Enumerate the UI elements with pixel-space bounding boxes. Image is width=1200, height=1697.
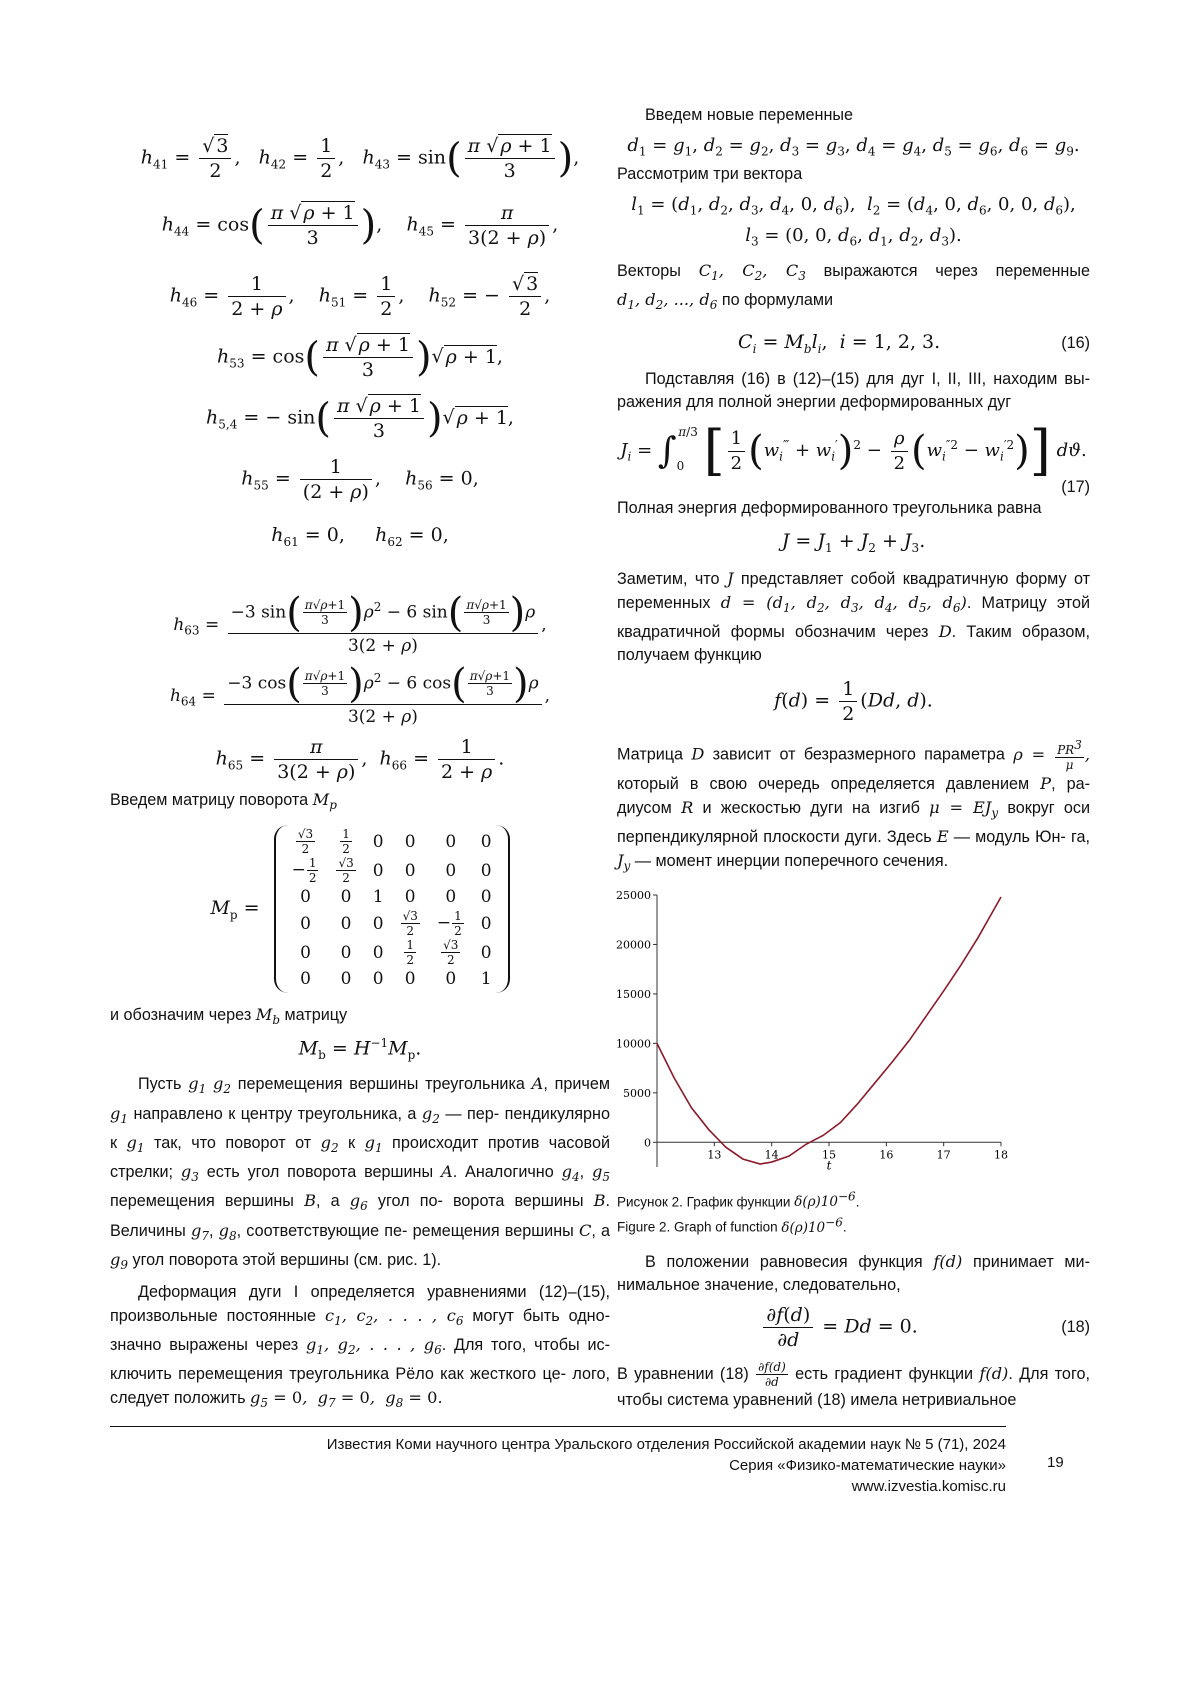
equation-h55-h56: $h_{55}$ = $\frac{1}{(2 + \rho)}$ , $h_{56} = 0$, <box>241 456 479 503</box>
matrix-cell: 0 <box>300 969 311 990</box>
journal-title: Известия Коми научного центра Уральского отделения Российской академии наук № 5 (71), 2024 <box>326 1436 1006 1453</box>
matrix-cell: 0 <box>404 831 416 852</box>
mb-intro: и обозначим через $M_b$ матрицу <box>110 1005 348 1028</box>
equation-mb: $M_b = H^{-1}M_p$. <box>298 1036 422 1063</box>
matrix-cell: 0 <box>480 942 492 963</box>
equilibrium-text: В положении равновесия функция f(d) принимает ми- нимальное значение, следовательно, <box>617 1251 1090 1294</box>
matrix-cell: 0 <box>445 831 457 852</box>
matrix-cell: 0 <box>340 887 352 908</box>
series-line <box>657 897 1001 1164</box>
equation-18-line: $\frac{\partial f(d)}{\partial d}$ = Dd = 0. (18) <box>617 1303 1090 1352</box>
x-tick-label: 17 <box>936 1147 951 1161</box>
matrix-cell: 0 <box>372 860 384 881</box>
equation-17: $J_i = \int_0^{\pi/3}$ [ $\frac{1}{2}$ $(w_i^‴ + w_i')^2$ − $\frac{\rho}{2}$ $(w_i^{''2} - w_i^{'2})$] dϑ. <box>620 419 1087 483</box>
equation-h65-h66: $h_{65}$ = $\frac{\pi}{3(2 + \rho)}$ , $h_{66}$ = $\frac{1}{2 + \rho}$ . <box>215 735 505 783</box>
matrix-cell: $\frac{1}{2}$ <box>342 827 350 857</box>
equation-h53: $h_{53} = \cos$( $\frac{\pi √ \rho + 1}{3}$ )√ ρ + 1, <box>217 334 503 381</box>
x-tick-label: 15 <box>822 1147 836 1161</box>
matrix-cell: 0 <box>372 831 384 852</box>
rotation-intro: Введем матрицу поворота $M_p$ <box>110 789 337 813</box>
full-energy-text: Полная энергия деформированного треугольника равна <box>617 499 1042 518</box>
matrix-cell: 0 <box>445 887 457 908</box>
gradient-text: В уравнении (18) $\frac{\partial f(d)}{\partial d}$ есть градиент функции f(d). Для того, чтобы система уравнений (18) имела нетривиальное <box>617 1359 1090 1409</box>
matrix-cell: 0 <box>300 942 311 963</box>
equation-number-18: (18) <box>1061 1317 1090 1336</box>
new-vars-intro: Введем новые переменные <box>645 106 854 124</box>
matrix-cell: 1 <box>372 887 384 908</box>
equation-16-line: $C_i = M_bl_i$, i = 1, 2, 3. (16) <box>738 331 1090 357</box>
equation-h41-h43: $h_{41}$ = $\frac{√ 3}{2}$ , $h_{42}$ = $\frac{1}{2}$ , $h_{43} = \sin$( $\frac{\pi √ \rho + 1}{3}$ ), <box>140 135 580 182</box>
equation-f-of-d: f(d) = $\frac{1}{2}$ (Dd, d). <box>774 678 933 726</box>
substitution-text: Подставляя (16) в (12)–(15) для дуг I, II, III, находим вы- ражения для полной энергии деформированных дуг <box>617 370 1090 412</box>
matrix-cell: 0 <box>404 969 416 990</box>
footer-divider <box>110 1426 1006 1427</box>
equation-l3: $l_3 = (0$, 0, $d_6$, $d_1$, $d_2$, $d_3$). <box>745 225 962 249</box>
matrix-cell: 0 <box>404 887 416 908</box>
matrix-d-text: Матрица D зависит от безразмерного параметра ρ = $\frac{PR^3}{\mu}$ , который в свою очередь определяется давлением P, ра- диусом R и жескостью дуги на изгиб $\mu = EJ_y$ вокруг оси перпендикулярной плоскости дуги. Здесь E — модуль Юн- га, $J_y$ — момент инерции поперечного сечения. <box>617 738 1091 874</box>
delta-rho-chart <box>609 885 1009 1185</box>
equation-h63: $h_{63}$ = −3 sin( $\frac{\pi√\rho+1}{3}$ )$\rho^2 - 6$ sin( $\frac{\pi√\rho+1}{3}$ )ρ 3(2 + ρ) , <box>173 589 547 656</box>
y-tick-label: 25000 <box>616 888 651 902</box>
quadratic-form-text: Заметим, что J представляет собой квадратичную форму от переменных $d = (d_1$, $d_2$, $d_3$, $d_4$, $d_5$, $d_6$). Матрицу этой квадратичной формы обозначим через D. Таким образом, получаем функцию <box>617 568 1091 665</box>
equation-number-16: (16) <box>1061 334 1090 353</box>
journal-footer <box>327 1434 1006 1497</box>
y-tick-label: 0 <box>644 1135 651 1149</box>
x-axis-label: t <box>826 1157 832 1172</box>
equation-h64: $h_{64}$ = −3 cos( $\frac{\pi√\rho+1}{3}$ )$\rho^2 - 6$ cos( $\frac{\pi√\rho+1}{3}$ )ρ 3(2 + ρ) , <box>169 660 551 727</box>
equation-number-17: (17) <box>1061 478 1090 497</box>
x-tick-label: 13 <box>707 1147 722 1161</box>
journal-url[interactable]: www.izvestia.komisc.ru <box>851 1478 1006 1495</box>
matrix-cell: 0 <box>445 860 457 881</box>
matrix-cell: − $\frac{1}{2}$ <box>291 856 317 886</box>
equation-h54: $h_{5,4}$ = − sin( $\frac{\pi √ \rho + 1}{3}$ )√ ρ + 1, <box>206 395 514 442</box>
figure-caption-en: Figure 2. Graph of function $\delta(\rho)10^{-6}$. <box>617 1215 847 1236</box>
right-column <box>617 104 1090 1412</box>
equation-l1-l2: $l_1 = (d_1$, $d_2$, $d_3$, $d_4$, 0, $d_6$), $l_2 = (d_4$, 0, $d_6$, 0, 0, $d_6$), <box>631 193 1076 218</box>
figure-caption-ru: Рисунок 2. График функции $\delta(\rho)10^{-6}$. <box>617 1189 860 1211</box>
matrix-cell: 0 <box>340 942 352 963</box>
matrix-cell: $\frac{√3}{2}$ <box>338 856 354 886</box>
matrix-cell: 0 <box>480 913 492 934</box>
matrix-cell: 0 <box>372 969 384 990</box>
matrix-cell: $\frac{√3}{2}$ <box>443 938 459 968</box>
x-tick-label: 16 <box>879 1147 894 1161</box>
equation-h46-h52: $h_{46}$ = $\frac{1}{2 + \rho}$ , $h_{51}$ = $\frac{1}{2}$ , $h_{52}$ = − $\frac{√ 3}{2}$ , <box>169 273 551 320</box>
matrix-cell: 0 <box>480 887 492 908</box>
matrix-cell: 0 <box>372 942 384 963</box>
matrix-cell: 0 <box>300 913 311 934</box>
matrix-cell: 1 <box>480 969 492 990</box>
three-vectors-intro: Рассмотрим три вектора <box>617 164 803 183</box>
matrix-cell: − $\frac{1}{2}$ <box>436 909 462 939</box>
journal-series: Серия «Физико-математические науки» <box>729 1457 1006 1474</box>
equation-h44-h45: $h_{44} = \cos$( $\frac{\pi √ \rho + 1}{3}$ ), $h_{45}$ = $\frac{\pi}{3(2 + \rho)}$ , <box>161 202 559 249</box>
matrix-cell: 0 <box>340 913 352 934</box>
matrix-cell: 0 <box>480 831 492 852</box>
x-tick-label: 14 <box>764 1147 779 1161</box>
matrix-cell: $\frac{√3}{2}$ <box>297 827 314 857</box>
rotation-matrix <box>274 825 510 993</box>
matrix-cell: 0 <box>404 860 416 881</box>
matrix-cell: 0 <box>340 969 352 990</box>
matrix-cell: $\frac{√3}{2}$ <box>402 909 418 939</box>
x-tick-label: 18 <box>994 1147 1008 1161</box>
equation-new-vars: $d_1 = g_1$, $d_2 = g_2$, $d_3 = g_3$, $d_4 = g_4$, $d_5 = g_6$, $d_6 = g_9$. <box>627 135 1080 159</box>
y-tick-label: 20000 <box>616 938 651 952</box>
y-tick-label: 5000 <box>623 1086 651 1100</box>
left-column <box>110 108 610 1415</box>
equation-j-sum: $J = J_1 + J_2 + J_3$. <box>781 530 926 555</box>
matrix-cell: 0 <box>372 913 384 934</box>
rotation-matrix-equation: $M_p$ = $\frac{√3}{2}$ $\frac{1}{2}$ 0 0 0 0 − $\frac{1}{2}$ $\frac{√3}{2}$ 0 0 0 0 0 0 1 0 0 0 0 0 0 $\frac{√3}{2}$ − $\frac{1}{2}$ 0 0 0 0 $\frac{1}{2}$ $\frac{√3}{2}$ 0 0 0 0 0 0 1 <box>110 825 610 993</box>
page-number: 19 <box>1047 1454 1064 1471</box>
paragraph-deformation: Деформация дуги I определяется уравнениями (12)–(15), произвольные постоянные $c_1$, $c_2$, . . . , $c_6$ могут быть одно- значно выражены через $g_1$, $g_2$, . . . , $g_6$. Для того, чтобы ис- ключить перемещения треугольника Рёло как жесткого це- лого, следует положить $g_5 = 0$, $g_7 = 0$, $g_8 = 0$. <box>110 1283 611 1410</box>
equation-h61-h62: $h_{61} = 0$, $h_{62} = 0$, <box>271 524 449 549</box>
matrix-cell: $\frac{1}{2}$ <box>406 938 415 968</box>
matrix-cell: 0 <box>300 887 311 908</box>
matrix-cell: 0 <box>480 860 492 881</box>
paragraph-displacements: Пусть $g_1$ $g_2$ перемещения вершины треугольника A, причем $g_1$ направлено к центру треугольника, а $g_2$ — пер- пендикулярно к $g_1$ так, что поворот от $g_2$ к $g_1$ происходит против часовой стрелки; $g_3$ есть угол поворота вершины A. Аналогично $g_4$, $g_5$ перемещения вершины B, а $g_6$ угол по- ворота вершины B. Величины $g_7$, $g_8$, соответствующие пе- ремещения вершины C, а $g_9$ угол поворота этой вершины (см. рис. 1). <box>110 1074 611 1273</box>
y-tick-label: 15000 <box>616 987 651 1001</box>
matrix-cell: 0 <box>445 969 457 990</box>
vectors-text: Векторы $C_1$, $C_2$, $C_3$ выражаются через переменные $d_1$, $d_2$, ..., $d_6$ по формулами <box>617 260 1090 313</box>
y-tick-label: 10000 <box>616 1036 651 1050</box>
